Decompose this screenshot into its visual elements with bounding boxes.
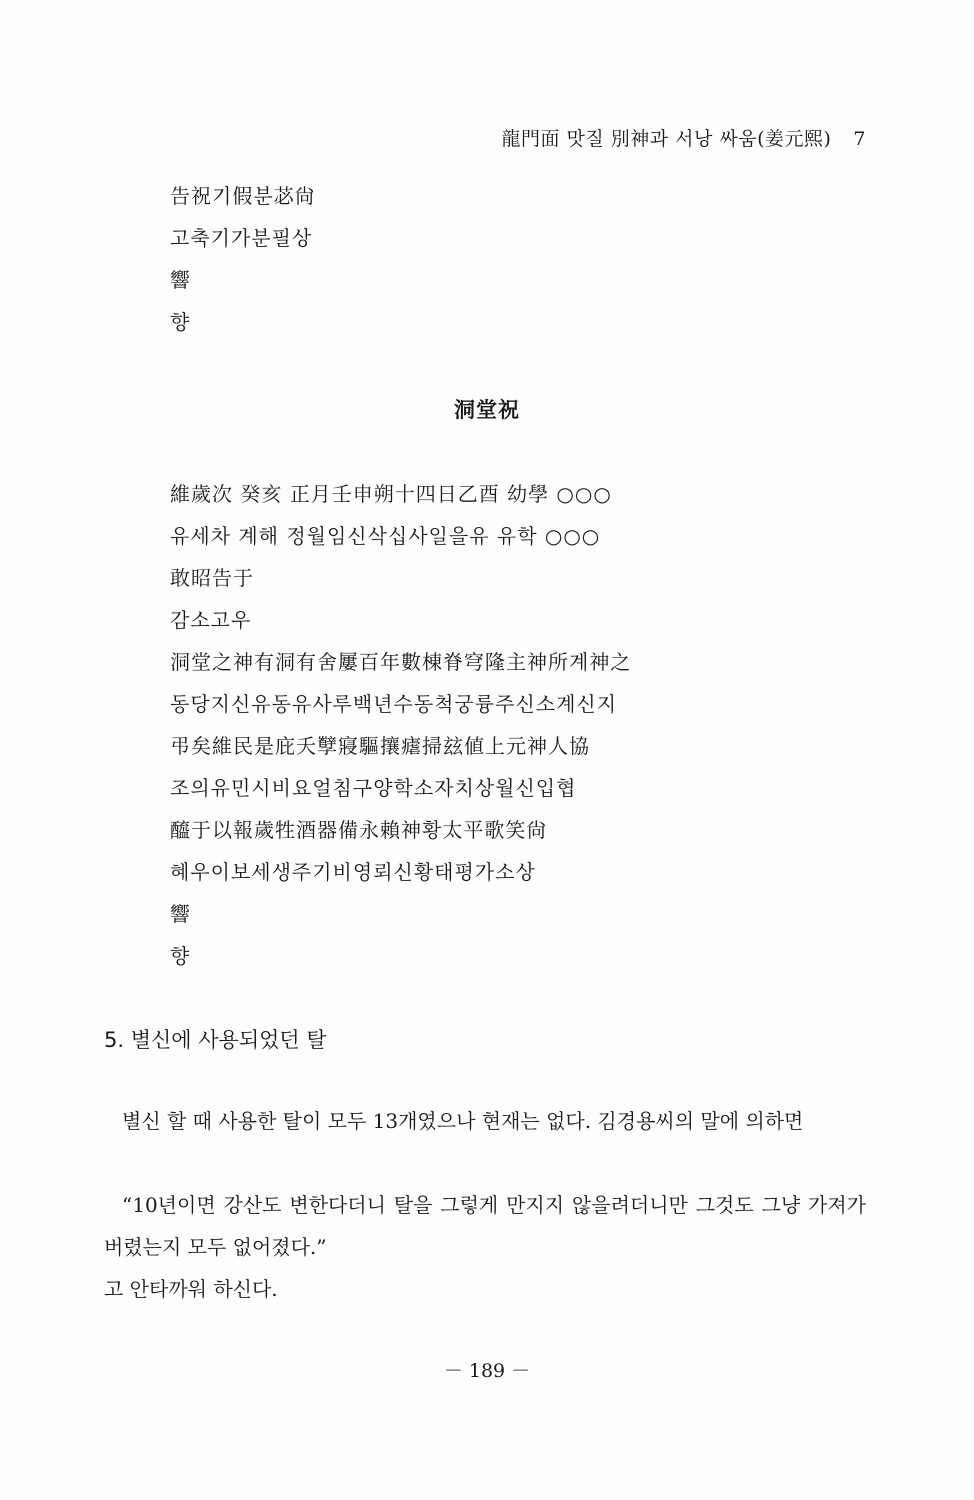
prayer-line: 향 [170, 310, 191, 334]
prayer-line: 敢昭告于 [170, 566, 254, 590]
page-number: － 189 － [443, 1360, 531, 1382]
quote-paragraph: “10년이면 강산도 변한다더니 탈을 그렇게 만지지 않을려더니만 그것도 그냥 가져가 버렸는지 모두 없어졌다.” [104, 1193, 866, 1259]
body-paragraph: 고 안타까워 하신다. [104, 1277, 278, 1301]
prayer-line: 감소고우 [170, 608, 252, 632]
section-heading: 5. 별신에 사용되었던 탈 [104, 1028, 327, 1052]
prayer-line: 弔矣維民是庇夭孼寢驅攘瘧掃玆値上元神人協 [170, 734, 590, 758]
prayer-line: 향 [170, 944, 191, 968]
prayer-line: 維歲次 癸亥 正月壬申朔十四日乙酉 幼學 ○○○ [170, 482, 612, 506]
prayer-line: 혜우이보세생주기비영뢰신황태평가소상 [170, 860, 536, 884]
prayer-line: 醯于以報歲牲酒器備永賴神황太平歌笑尙 [170, 818, 548, 842]
prayer-line: 告祝기假분苾尙 [170, 184, 316, 208]
header-page-number: 7 [853, 128, 866, 150]
prayer-line: 동당지신유동유사루백년수동척궁륭주신소계신지 [170, 692, 618, 716]
body-paragraph: 별신 할 때 사용한 탈이 모두 13개였으나 현재는 없다. 김경용씨의 말에 의하면 [122, 1109, 804, 1133]
prayer-line: 고축기가분필상 [170, 226, 313, 250]
prayer-line: 조의유민시비요얼침구양학소자치상월신입협 [170, 776, 577, 800]
section-title: 洞堂祝 [454, 397, 520, 422]
header-title: 龍門面 맛질 別神과 서낭 싸움(姜元熙) [501, 128, 832, 150]
prayer-line: 유세차 계해 정월임신삭십사일을유 유학 ○○○ [170, 524, 601, 548]
running-header [501, 124, 866, 151]
prayer-line: 響 [170, 902, 191, 926]
prayer-line: 洞堂之神有洞有舍屢百年數棟脊穹隆主神所계神之 [170, 650, 632, 674]
prayer-line: 響 [170, 268, 191, 292]
